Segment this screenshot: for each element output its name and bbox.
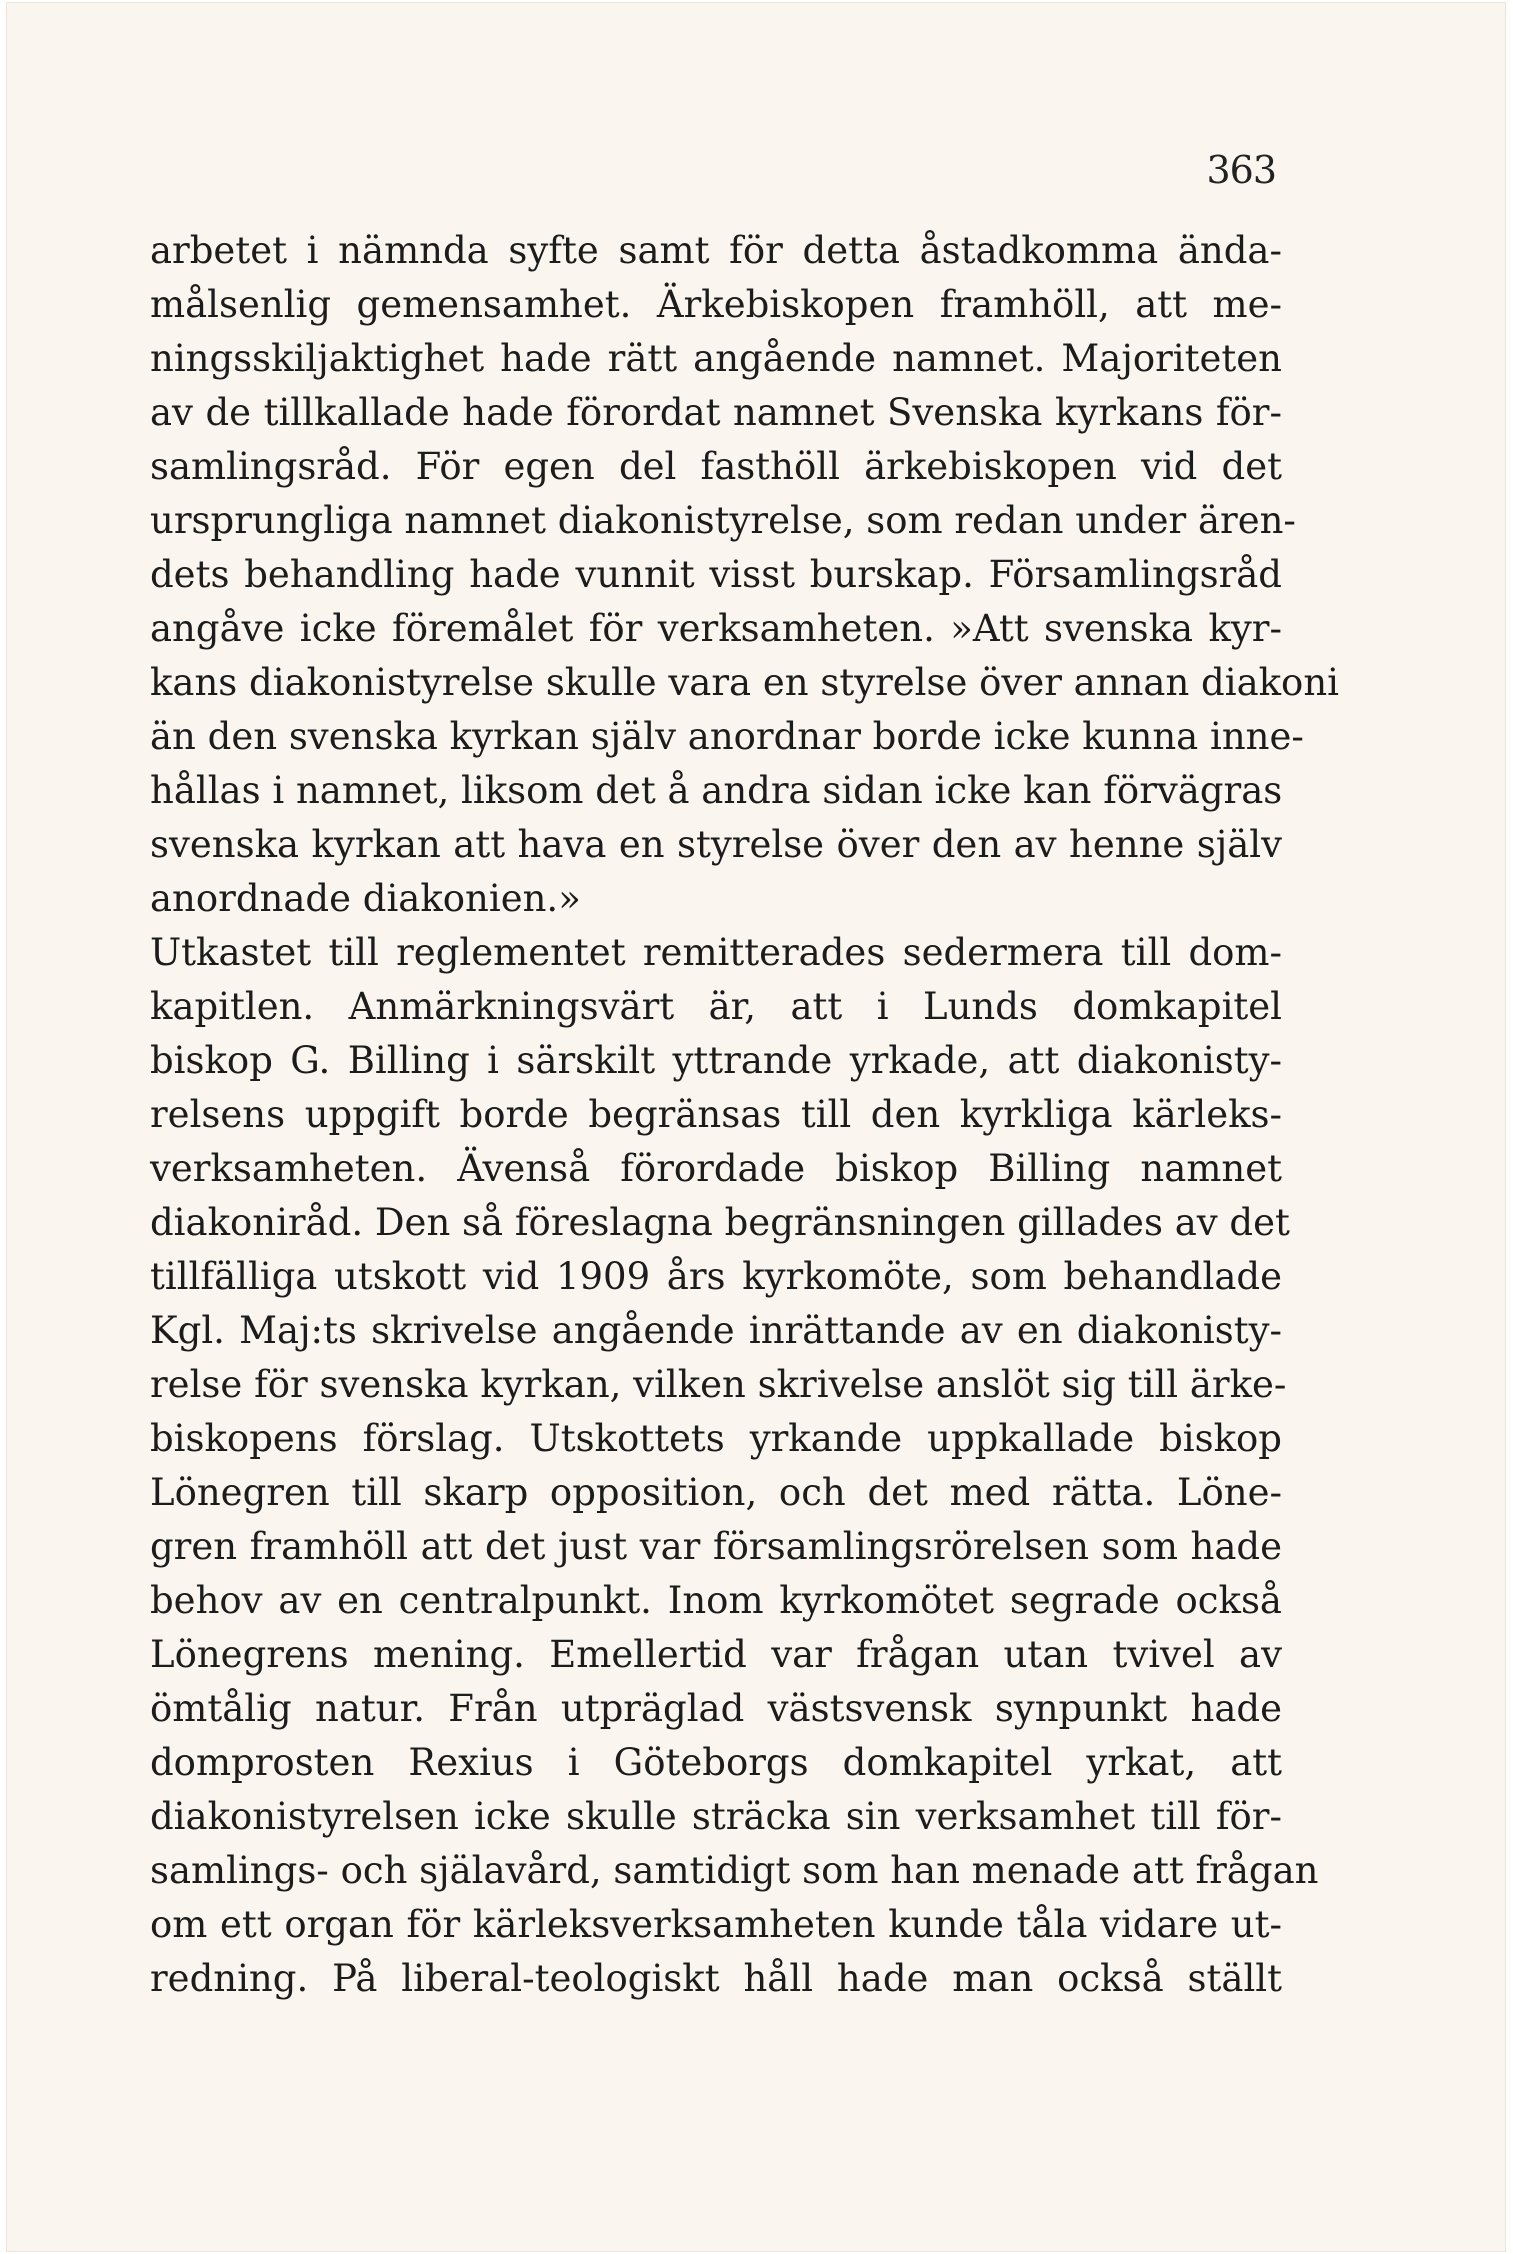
text-line-19: diakoniråd. Den så föreslagna begränsningen gillades av det	[150, 1201, 1290, 1244]
text-line-4: av de tillkallade hade förordat namnet Svenska kyrkans för-	[150, 391, 1282, 434]
text-line-12: svenska kyrkan att hava en styrelse över den av henne själv	[150, 823, 1282, 866]
text-line-24: Lönegren till skarp opposition, och det med rätta. Löne-	[150, 1471, 1282, 1514]
text-line-18: verksamheten. Ävenså förordade biskop Billing namnet	[150, 1147, 1282, 1190]
text-line-2: målsenlig gemensamhet. Ärkebiskopen framhöll, att me-	[150, 283, 1282, 326]
text-line-15: kapitlen. Anmärkningsvärt är, att i Lunds domkapitel	[150, 985, 1282, 1028]
text-line-33: redning. På liberal-teologiskt håll hade man också ställt	[150, 1957, 1282, 2000]
text-line-5: samlingsråd. För egen del fasthöll ärkebiskopen vid det	[150, 445, 1282, 488]
body-text	[150, 224, 1339, 2006]
text-line-8: angåve icke föremålet för verksamheten. »Att svenska kyr-	[150, 607, 1282, 650]
text-line-27: Lönegrens mening. Emellertid var frågan utan tvivel av	[150, 1633, 1282, 1676]
book-page	[6, 2, 1506, 2252]
text-line-11: hållas i namnet, liksom det å andra sidan icke kan förvägras	[150, 769, 1283, 812]
text-line-21: Kgl. Maj:ts skrivelse angående inrättande av en diakonisty-	[150, 1309, 1282, 1352]
text-line-13: anordnade diakonien.»	[150, 877, 581, 920]
text-line-30: diakonistyrelsen icke skulle sträcka sin verksamhet till för-	[150, 1795, 1282, 1838]
page-number: 363	[1206, 148, 1276, 192]
text-line-28: ömtålig natur. Från utpräglad västsvensk synpunkt hade	[150, 1687, 1282, 1730]
text-line-16: biskop G. Billing i särskilt yttrande yrkade, att diakonisty-	[150, 1039, 1282, 1082]
text-line-25: gren framhöll att det just var församlingsrörelsen som hade	[150, 1525, 1282, 1568]
text-line-31: samlings- och själavård, samtidigt som han menade att frågan	[150, 1849, 1319, 1892]
text-line-14: Utkastet till reglementet remitterades sedermera till dom-	[150, 931, 1282, 974]
text-line-29: domprosten Rexius i Göteborgs domkapitel yrkat, att	[150, 1741, 1282, 1784]
text-line-1: arbetet i nämnda syfte samt för detta åstadkomma ända-	[150, 229, 1282, 272]
text-line-17: relsens uppgift borde begränsas till den kyrkliga kärleks-	[150, 1093, 1282, 1136]
text-line-6: ursprungliga namnet diakonistyrelse, som redan under ären-	[150, 499, 1296, 542]
text-line-20: tillfälliga utskott vid 1909 års kyrkomöte, som behandlade	[150, 1255, 1282, 1298]
text-line-10: än den svenska kyrkan själv anordnar borde icke kunna inne-	[150, 715, 1304, 758]
text-line-3: ningsskiljaktighet hade rätt angående namnet. Majoriteten	[150, 337, 1282, 380]
text-line-9: kans diakonistyrelse skulle vara en styrelse över annan diakoni	[150, 661, 1339, 704]
text-line-22: relse för svenska kyrkan, vilken skrivelse anslöt sig till ärke-	[150, 1363, 1287, 1406]
text-line-26: behov av en centralpunkt. Inom kyrkomötet segrade också	[150, 1579, 1282, 1622]
text-line-7: dets behandling hade vunnit visst burskap. Församlingsråd	[150, 553, 1282, 596]
text-line-23: biskopens förslag. Utskottets yrkande uppkallade biskop	[150, 1417, 1282, 1460]
text-line-32: om ett organ för kärleksverksamheten kunde tåla vidare ut-	[150, 1903, 1282, 1946]
